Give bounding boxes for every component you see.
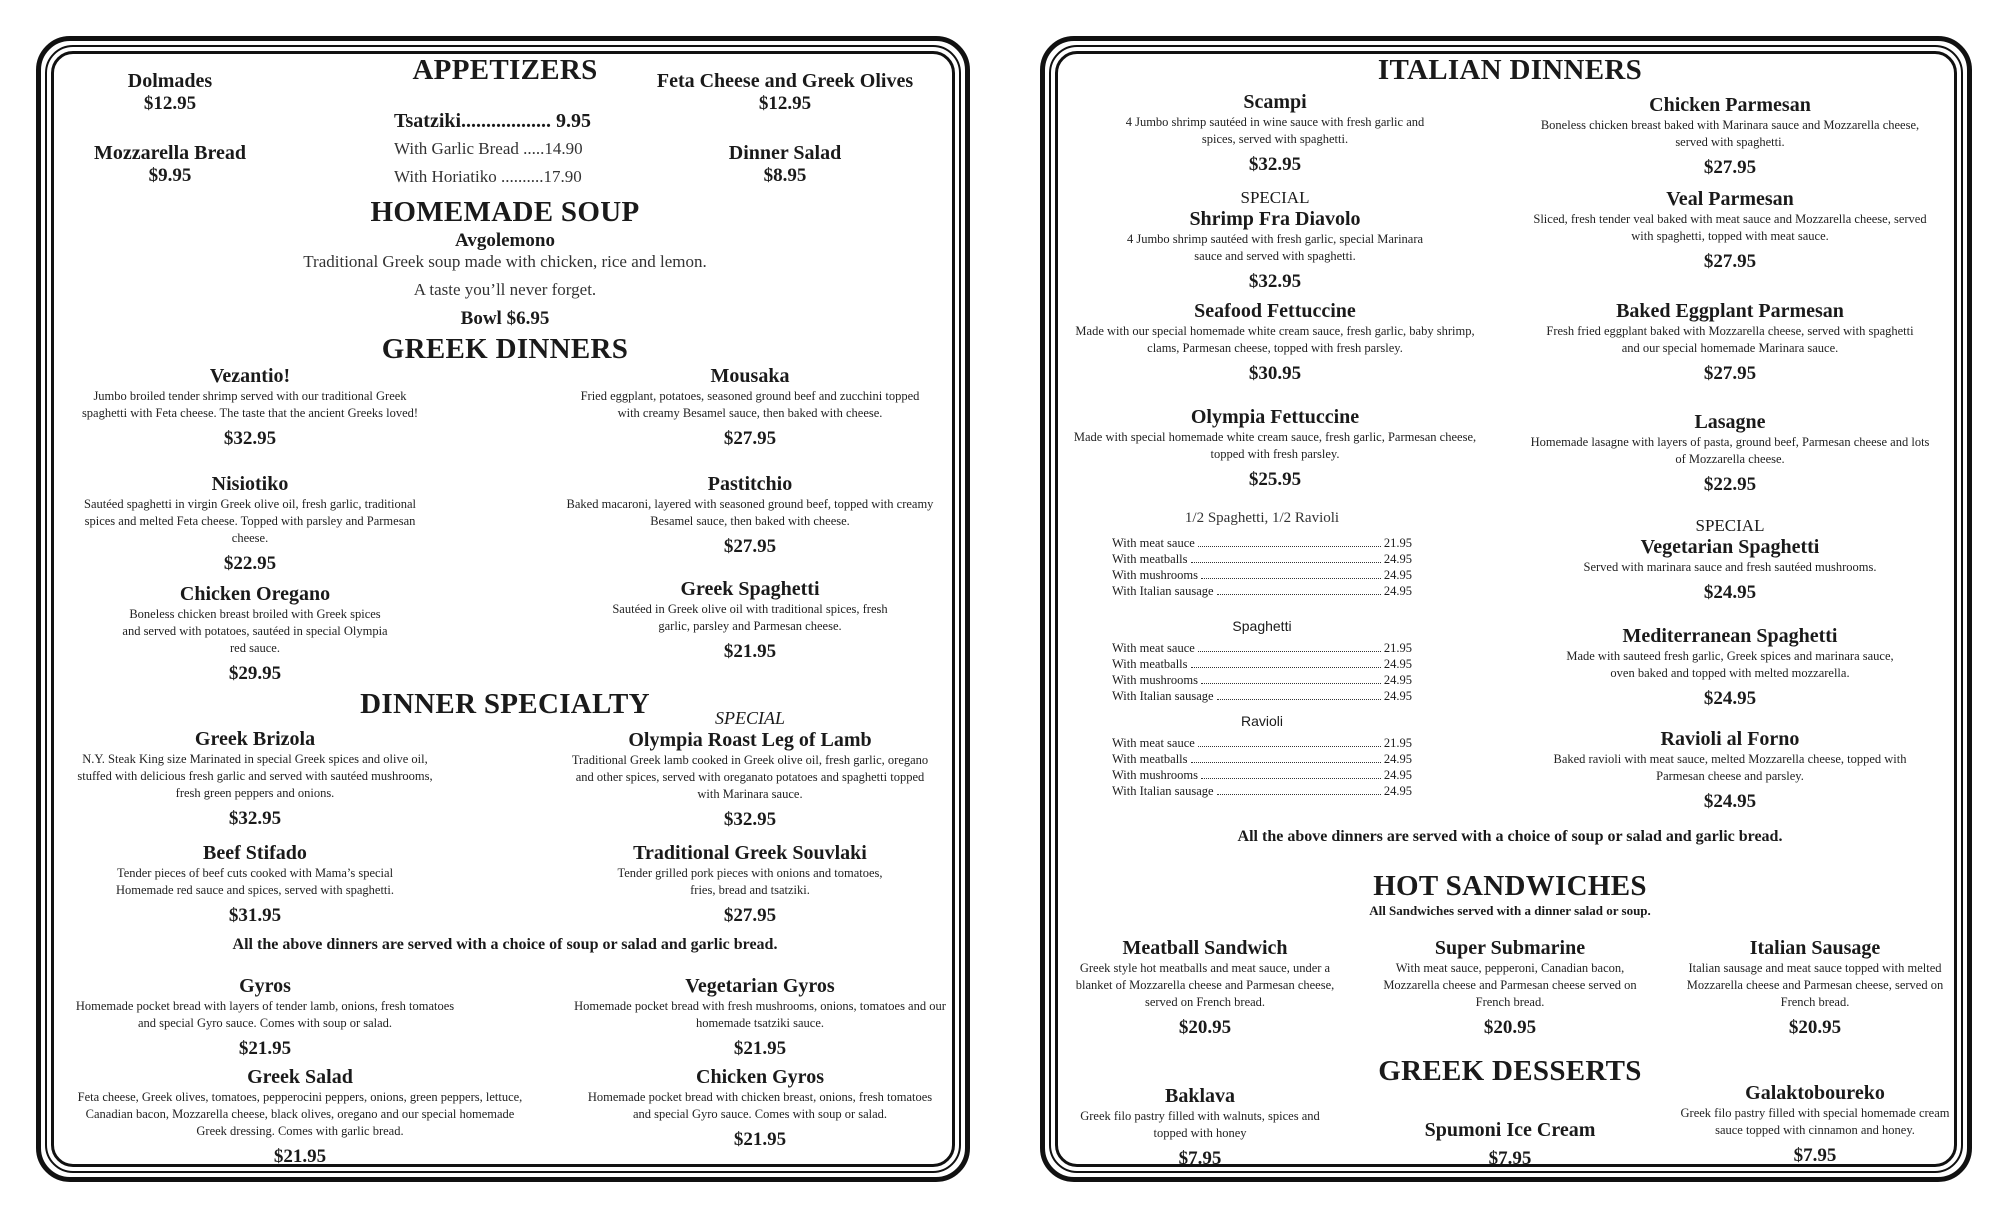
sandwiches-subtitle: All Sandwiches served with a dinner salad or soup. [1369,903,1651,918]
pasta-row [1112,688,1412,704]
menu-item-lasagne [1530,411,1930,496]
menu-item-vegetarian-spaghetti [1530,516,1930,604]
item-name: Olympia Roast Leg of Lamb [628,729,872,751]
item-desc: N.Y. Steak King size Marinated in special Greek spices and olive oil, stuffed with delicious fresh garlic and served with sautéed mushrooms, fresh green peppers and onions. [77,752,433,800]
item-name: Lasagne [1694,411,1766,433]
item-name: Dinner Salad [728,142,842,164]
pasta-row [1112,672,1412,688]
item-price: $20.95 [1178,1017,1232,1038]
pasta-row-price: 21.95 [1383,536,1412,550]
item-price: $12.95 [143,93,197,114]
item-price: $22.95 [223,553,277,574]
item-price: $27.95 [723,536,777,557]
item-desc: Greek style hot meatballs and meat sauce, under a blanket of Mozzarella cheese and Parmesan cheese, served on French bread. [1075,961,1335,1009]
item-desc: Traditional Greek lamb cooked in Greek olive oil, fresh garlic, oregano and other spices, served with oreganato potatoes and spaghetti topped with Marinara sauce. [571,753,929,801]
item-desc: With meat sauce, pepperoni, Canadian bacon, Mozzarella cheese and Parmesan cheese served on French bread. [1383,961,1637,1009]
item-desc: Sautéed in Greek olive oil with traditional spices, fresh garlic, parsley and Parmesan cheese. [612,602,888,633]
item-desc: Homemade pocket bread with layers of tender lamb, onions, fresh tomatoes and special Gyro sauce. Comes with soup or salad. [75,999,455,1030]
pasta-row [1112,735,1412,751]
soup-heading: HOMEMADE SOUP [370,196,640,228]
italian-dinners-note: All the above dinners are served with a choice of soup or salad and garlic bread. [1237,828,1783,845]
item-name: Olympia Fettuccine [1190,406,1360,428]
menu-item-baklava [1065,1085,1335,1170]
item-price: $32.95 [223,428,277,449]
menu-item-seafood-fettuccine [1070,300,1480,385]
tsatziki-horiatiko-option: With Horiatiko ..........17.90 [394,167,582,186]
menu-item-tsatziki [394,110,634,187]
menu-item-vezantio [80,365,420,450]
item-name: Chicken Parmesan [1649,94,1811,116]
item-desc: Tender pieces of beef cuts cooked with Mama’s special Homemade red sauce and spices, served with spaghetti. [115,866,395,897]
item-price: $24.95 [1703,582,1757,603]
pasta-row-label: With mushrooms [1112,568,1198,582]
pasta-group-spaghetti [1112,618,1412,704]
item-desc: Traditional Greek soup made with chicken, rice and lemon. [303,252,707,271]
item-price: $21.95 [723,641,777,662]
item-desc: 4 Jumbo shrimp sautéed with fresh garlic, special Marinara sauce and served with spaghetti. [1126,232,1424,263]
pasta-row-label: With Italian sausage [1112,784,1214,798]
menu-item-scampi [1075,91,1475,176]
dinners-note: All the above dinners are served with a choice of soup or salad and garlic bread. [232,936,778,953]
item-name: Spumoni Ice Cream [1424,1119,1596,1141]
item-price: $27.95 [1703,363,1757,384]
item-name: Greek Brizola [194,728,316,750]
item-price: $21.95 [733,1129,787,1150]
pasta-group-title: Spaghetti [1232,618,1292,634]
item-desc: Sautéed spaghetti in virgin Greek olive oil, fresh garlic, traditional spices and melted Feta cheese. Topped with parsley and Parmesan cheese. [84,497,416,545]
menu-item-mediterranean-spaghetti [1540,625,1920,710]
menu-item-mousaka [570,365,930,450]
item-price: $7.95 [1488,1148,1532,1169]
item-name: Vegetarian Spaghetti [1640,536,1820,558]
menu-item-shrimp-fra-diavolo [1075,188,1475,293]
pasta-group-title: Ravioli [1240,713,1283,729]
item-price: $20.95 [1788,1017,1842,1038]
menu-item-feta [640,70,930,115]
item-price: $25.95 [1248,469,1302,490]
appetizers-heading: APPETIZERS [412,54,598,86]
pasta-row [1112,583,1412,599]
item-price: $27.95 [1703,157,1757,178]
item-desc: Feta cheese, Greek olives, tomatoes, pepperocini peppers, onions, green peppers, lettuce, Canadian bacon, Mozzarella cheese, black olives, oregano and our special homemade Greek dressing. Comes with garlic bread. [77,1090,523,1138]
item-desc: Tender grilled pork pieces with onions and tomatoes, fries, bread and tsatziki. [617,866,883,897]
item-desc: Baked ravioli with meat sauce, melted Mozzarella cheese, topped with Parmesan cheese and parsley. [1553,752,1907,783]
menu-item-meatball-sandwich [1065,937,1345,1039]
item-price: $27.95 [723,905,777,926]
pasta-row-price: 24.95 [1383,584,1412,598]
pasta-row-price: 24.95 [1383,657,1412,671]
item-name: Scampi [1243,91,1307,113]
menu-item-baked-eggplant [1540,300,1920,385]
item-price: $7.95 [1178,1148,1222,1169]
menu-item-galaktoboureko [1675,1082,1955,1167]
tsatziki-garlic-option: With Garlic Bread .....14.90 [394,139,583,158]
item-name: Chicken Oregano [179,583,331,605]
item-name: Veal Parmesan [1666,188,1794,210]
item-name: Pastitchio [707,473,793,495]
pasta-row [1112,656,1412,672]
pasta-row [1112,751,1412,767]
item-desc: Homemade lasagne with layers of pasta, ground beef, Parmesan cheese and lots of Mozzarella cheese. [1530,435,1930,466]
item-price: $32.95 [1248,154,1302,175]
item-desc: Fresh fried eggplant baked with Mozzarella cheese, served with spaghetti and our special homemade Marinara sauce. [1546,324,1914,355]
item-desc: Homemade pocket bread with fresh mushrooms, onions, tomatoes and our homemade tsatziki sauce. [574,999,946,1030]
item-name: Greek Spaghetti [680,578,820,600]
pasta-row-price: 24.95 [1383,568,1412,582]
item-name: Galaktoboureko [1745,1082,1885,1104]
item-name: Avgolemono [455,230,555,251]
item-name: Traditional Greek Souvlaki [633,842,867,864]
menu-item-nisiotiko [75,473,425,575]
pasta-row [1112,767,1412,783]
menu-item-gyros [70,975,460,1060]
pasta-row-label: With meat sauce [1112,536,1195,550]
menu-item-chicken-parmesan [1530,94,1930,179]
pasta-row-label: With mushrooms [1112,768,1198,782]
item-desc: Boneless chicken breast baked with Marinara sauce and Mozzarella cheese, served with spaghetti. [1540,118,1920,149]
menu-item-spumoni [1390,1119,1630,1170]
item-price: $30.95 [1248,363,1302,384]
pasta-row-price: 24.95 [1383,784,1412,798]
pasta-row [1112,567,1412,583]
item-desc: Homemade pocket bread with chicken breast, onions, fresh tomatoes and special Gyro sauce. Comes with soup or salad. [587,1090,933,1121]
menu-item-souvlaki [610,842,890,927]
pasta-row-price: 24.95 [1383,689,1412,703]
item-name: Vegetarian Gyros [685,975,835,997]
item-desc: Made with sauteed fresh garlic, Greek spices and marinara sauce, oven baked and topped with melted mozzarella. [1566,649,1894,680]
item-desc: Sliced, fresh tender veal baked with meat sauce and Mozzarella cheese, served with spaghetti, topped with meat sauce. [1533,212,1927,243]
item-price: $8.95 [763,165,807,186]
menu-item-olympia-lamb [570,708,930,831]
pasta-row [1112,551,1412,567]
item-name: Vezantio! [209,365,291,387]
italian-dinners-heading: ITALIAN DINNERS [1377,54,1643,86]
item-name: Tsatziki.................. 9.95 [394,110,592,132]
pasta-row-price: 24.95 [1383,552,1412,566]
pasta-row-price: 24.95 [1383,752,1412,766]
menu-item-greek-salad [70,1066,530,1168]
menu-item-ravioli-al-forno [1530,728,1930,813]
pasta-row-label: With Italian sausage [1112,584,1214,598]
item-name: Nisiotiko [211,473,289,495]
item-desc: Greek filo pastry filled with special homemade cream sauce topped with cinnamon and honey. [1680,1106,1950,1137]
menu-item-veal-parmesan [1530,188,1930,273]
item-price: $24.95 [1703,791,1757,812]
item-name: Baked Eggplant Parmesan [1616,300,1844,322]
pasta-row [1112,640,1412,656]
menu-item-pastitchio [565,473,935,558]
item-name: Shrimp Fra Diavolo [1189,208,1361,230]
item-name: Mousaka [710,365,790,387]
item-price: $24.95 [1703,688,1757,709]
item-desc: Made with our special homemade white cream sauce, fresh garlic, baby shrimp, clams, Parmesan cheese, topped with fresh parsley. [1075,324,1475,355]
item-desc: Made with special homemade white cream sauce, fresh garlic, Parmesan cheese, topped with fresh parsley. [1073,430,1477,461]
item-price: $32.95 [228,808,282,829]
special-label: SPECIAL [715,708,785,728]
item-name: Feta Cheese and Greek Olives [656,70,914,92]
menu-item-olympia-fettuccine [1070,406,1480,491]
special-label: SPECIAL [1240,188,1310,207]
menu-item-dinner-salad [680,142,890,187]
item-name: Seafood Fettuccine [1194,300,1356,322]
item-price: Bowl $6.95 [460,308,550,329]
pasta-row-label: With mushrooms [1112,673,1198,687]
item-desc: Italian sausage and meat sauce topped with melted Mozzarella cheese and Parmesan cheese, served on French bread. [1686,961,1944,1009]
item-name: Ravioli al Forno [1660,728,1800,750]
item-desc: 4 Jumbo shrimp sautéed in wine sauce with fresh garlic and spices, served with spaghetti. [1125,115,1425,146]
menu-item-italian-sausage [1670,937,1960,1039]
pasta-row [1112,535,1412,551]
item-desc: Jumbo broiled tender shrimp served with our traditional Greek spaghetti with Feta cheese. The taste that the ancient Greeks loved! [81,389,419,420]
pasta-row-label: With meatballs [1112,552,1188,566]
menu-item-chicken-oregano [120,583,390,685]
item-desc: Greek filo pastry filled with walnuts, spices and topped with honey [1080,1109,1320,1140]
pasta-group-ravioli [1112,713,1412,799]
item-desc-2: A taste you’ll never forget. [413,280,597,299]
item-price: $9.95 [148,165,192,186]
pasta-row-label: With meatballs [1112,657,1188,671]
menu-item-greek-brizola [70,728,440,830]
pasta-row-price: 21.95 [1383,641,1412,655]
pasta-group-half-half [1112,510,1412,599]
item-desc: Fried eggplant, potatoes, seasoned ground beef and zucchini topped with creamy Besamel sauce, then baked with cheese. [580,389,920,420]
item-price: $20.95 [1483,1017,1537,1038]
pasta-row-label: With meatballs [1112,752,1188,766]
pasta-row [1112,783,1412,799]
menu-item-vegetarian-gyros [570,975,950,1060]
menu-item-chicken-gyros [580,1066,940,1151]
pasta-row-price: 24.95 [1383,673,1412,687]
item-name: Beef Stifado [203,842,307,864]
item-name: Italian Sausage [1749,937,1881,959]
item-price: $21.95 [238,1038,292,1059]
menu-item-beef-stifado [90,842,420,927]
item-desc: Baked macaroni, layered with seasoned ground beef, topped with creamy Besamel sauce, then baked with cheese. [566,497,934,528]
menu-item-dolmades [80,70,260,115]
item-name: Mediterranean Spaghetti [1622,625,1838,647]
item-price: $29.95 [228,663,282,684]
greek-dinners-heading: GREEK DINNERS [381,333,629,365]
item-price: $31.95 [228,905,282,926]
item-desc: Boneless chicken breast broiled with Greek spices and served with potatoes, sautéed in special Olympia red sauce. [122,607,388,655]
pasta-row-label: With meat sauce [1112,641,1195,655]
item-price: $12.95 [758,93,812,114]
item-price: $32.95 [1248,271,1302,292]
item-name: Chicken Gyros [696,1066,824,1088]
pasta-row-price: 24.95 [1383,768,1412,782]
menu-item-avgolemono [240,230,770,330]
item-name: Mozzarella Bread [94,142,246,164]
item-price: $21.95 [733,1038,787,1059]
greek-desserts-heading: GREEK DESSERTS [1378,1055,1642,1087]
menu-item-mozzarella-bread [70,142,270,187]
item-name: Super Submarine [1434,937,1586,959]
item-name: Greek Salad [247,1066,353,1088]
item-desc: Served with marinara sauce and fresh sautéed mushrooms. [1583,560,1877,574]
hot-sandwiches-heading: HOT SANDWICHES [1373,870,1647,902]
dinner-specialty-heading: DINNER SPECIALTY [360,688,650,720]
item-price: $32.95 [723,809,777,830]
special-label: SPECIAL [1695,516,1765,535]
menu-item-super-submarine [1375,937,1645,1039]
item-price: $22.95 [1703,474,1757,495]
item-name: Dolmades [127,70,213,92]
item-price: $21.95 [273,1146,327,1167]
pasta-row-label: With Italian sausage [1112,689,1214,703]
item-name: Baklava [1164,1085,1236,1107]
item-price: $27.95 [1703,251,1757,272]
item-price: $27.95 [723,428,777,449]
menu-item-greek-spaghetti [600,578,900,663]
item-name: Meatball Sandwich [1122,937,1288,959]
pasta-row-label: With meat sauce [1112,736,1195,750]
item-price: $7.95 [1793,1145,1837,1166]
item-name: Gyros [239,975,291,997]
pasta-row-price: 21.95 [1383,736,1412,750]
pasta-group-title: 1/2 Spaghetti, 1/2 Ravioli [1184,510,1340,526]
